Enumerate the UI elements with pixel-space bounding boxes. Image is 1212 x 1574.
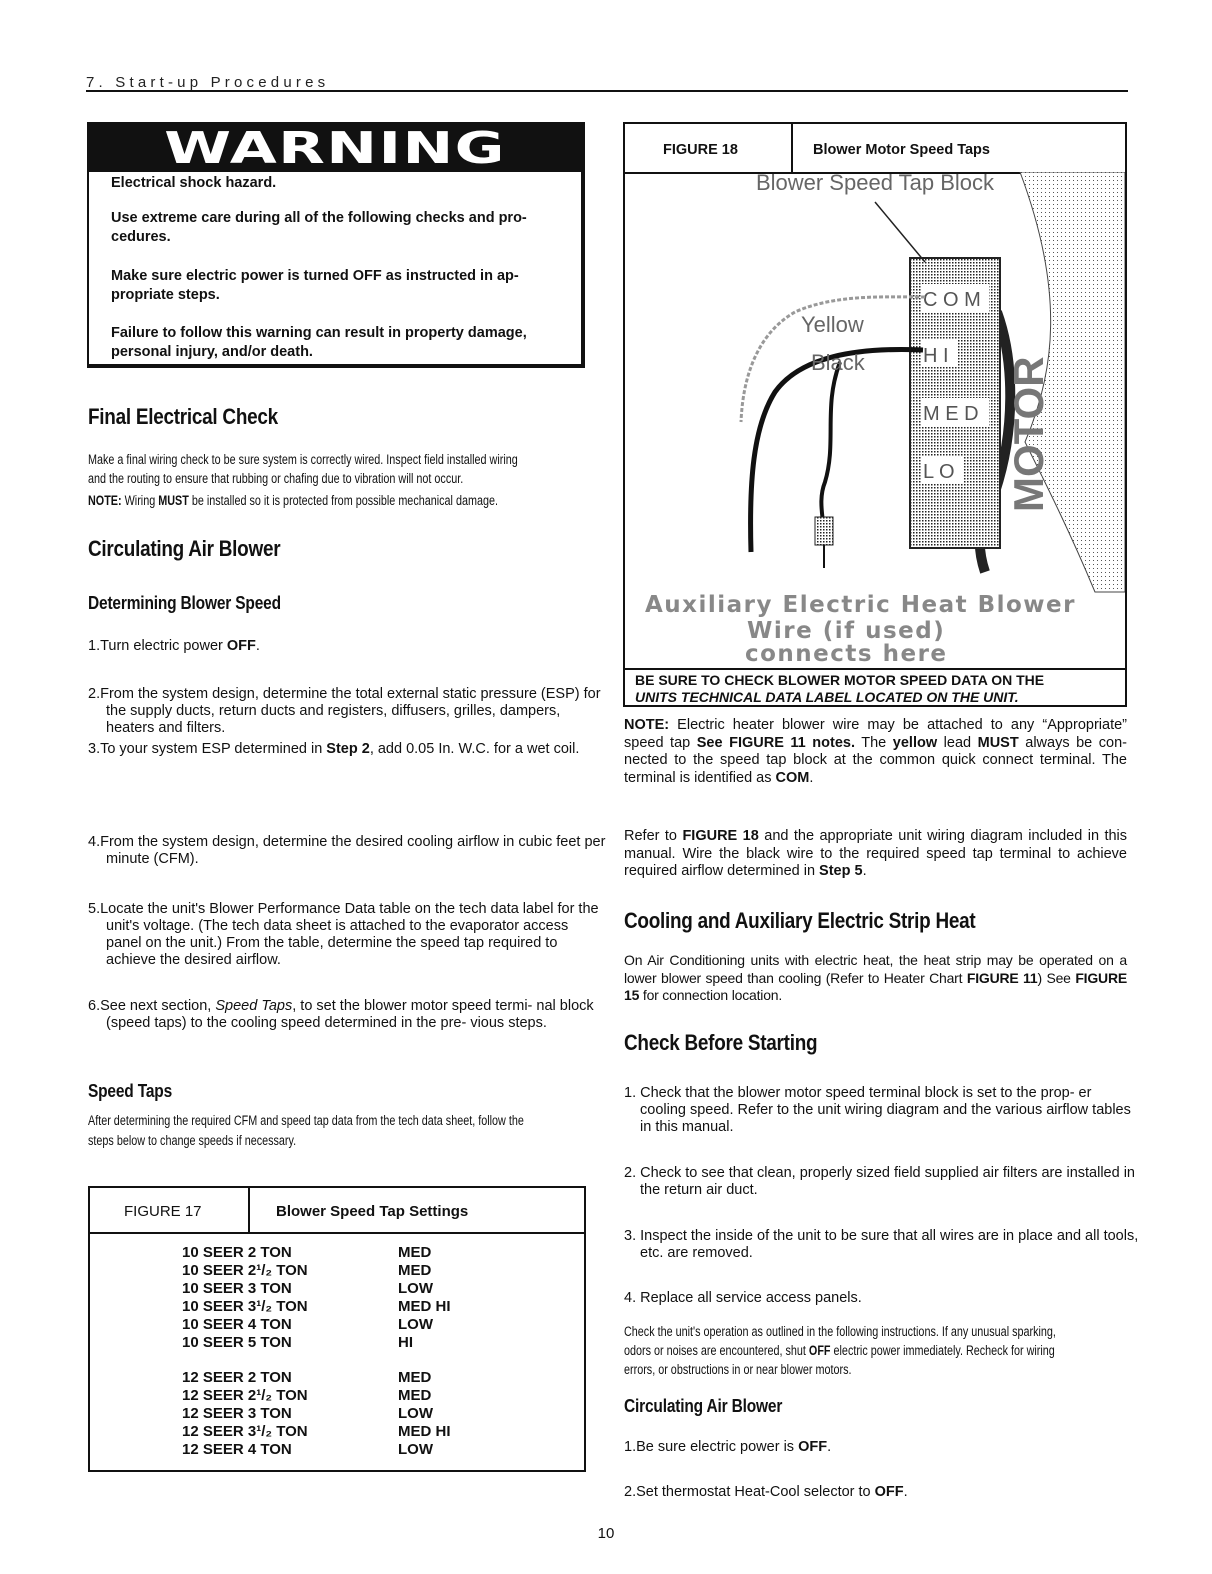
step-text: Locate the unit's Blower Performance Data table on the tech data label for the unit's voltage. (The tech data sheet is attached to the evaporator access panel on the unit.) From the table, determine the speed tap required to achieve the desired airflow.	[100, 901, 599, 968]
header-rule	[86, 90, 1128, 92]
step-text-end: , to set the blower motor speed termi- nal block (speed taps) to the cooling speed determined in the pre- vious steps.	[106, 998, 594, 1031]
step-bold: OFF	[226, 638, 256, 654]
step-text: From the system design, determine the total external static pressure (ESP) for the supply ducts, return ducts and registers, diffusers, grilles, dampers, heaters and filters.	[100, 686, 601, 736]
final-check-heading: Final Electrical Check	[88, 404, 278, 429]
refer-paragraph	[624, 828, 1127, 881]
step-text: Set thermostat Heat-Cool selector to	[636, 1484, 875, 1500]
speed-cell: LOW	[398, 1316, 433, 1333]
speed-cell: MED	[398, 1387, 432, 1404]
step-bold: OFF	[798, 1439, 828, 1455]
refer-text-b: and the appropriate unit wiring diagram included in this manual. Wire the black wire to the required speed tap terminal to achieve required airflow determined in	[624, 828, 1128, 879]
speed-cell: MED HI	[398, 1423, 451, 1440]
note-com: COM	[775, 769, 810, 786]
circulating-blower-heading-2: Circulating Air Blower	[624, 1396, 783, 1416]
operation-line-1: Check the unit's operation as outlined in the following instructions. If any unusual sparking,	[624, 1324, 1056, 1339]
page-number: 10	[597, 1525, 615, 1542]
step-text: Turn electric power	[100, 638, 227, 654]
title-leader-line	[875, 202, 925, 262]
heater-wire-note	[624, 717, 1127, 787]
model-cell: 10 SEER 5 TON	[182, 1334, 292, 1351]
model-cell: 12 SEER 4 TON	[182, 1441, 292, 1458]
aux-label-3: connects here	[745, 641, 948, 666]
final-check-line-2: and the routing to ensure that rubbing or chafing due to vibration will not occur.	[88, 471, 464, 486]
blower-step-1	[88, 638, 588, 655]
aux-label-2: Wire (if used)	[747, 618, 946, 644]
black-wire-label: Black	[811, 350, 865, 375]
table-row	[182, 1441, 433, 1459]
determining-speed-heading: Determining Blower Speed	[88, 593, 281, 613]
circ-step-2	[624, 1484, 1124, 1501]
circ-step-1	[624, 1439, 1124, 1456]
aux-label-1: Auxiliary Electric Heat Blower	[645, 592, 1076, 618]
step-italic: Speed Taps	[215, 998, 293, 1014]
final-check-note	[88, 491, 498, 510]
step-text-end: .	[255, 638, 260, 654]
item-text: Replace all service access panels.	[640, 1290, 862, 1306]
note-text-d: always be con- nected to the speed tap block at the common quick connect terminal. The terminal is identified as	[624, 734, 1127, 786]
step-bold: Step 2	[326, 741, 370, 757]
operation-line-3: errors, or obstructions in or near blower motors.	[624, 1362, 852, 1377]
speed-taps-line-2: steps below to change speeds if necessary.	[88, 1133, 297, 1148]
model-cell: 12 SEER 3¹/₂ TON	[182, 1423, 308, 1440]
figure-18	[623, 122, 1127, 707]
blower-step-3	[88, 741, 606, 758]
step-number: 1.	[624, 1439, 637, 1455]
refer-step: Step 5	[819, 863, 863, 879]
step-number: 6.	[88, 998, 101, 1014]
note-must: MUST	[977, 734, 1019, 751]
note-text-b: be installed so it is protected from possible mechanical damage.	[188, 493, 498, 508]
item-number: 2.	[624, 1165, 637, 1181]
table-row	[182, 1423, 451, 1441]
terminal-com-label: C O M	[923, 289, 981, 311]
warning-title: WARNING	[164, 123, 506, 174]
motor-label: MOTOR	[1005, 356, 1052, 512]
warning-line-4: Failure to follow this warning can result in property damage, personal injury, and/or death.	[111, 325, 527, 360]
figure-18-label: FIGURE 18	[663, 142, 738, 158]
step-text-end: .	[827, 1439, 832, 1455]
check-item-3	[624, 1228, 1140, 1262]
warning-line-1: Electrical shock hazard.	[111, 175, 277, 191]
step-number: 4.	[88, 834, 101, 850]
model-cell: 10 SEER 4 TON	[182, 1316, 292, 1333]
blower-step-2	[88, 686, 606, 737]
model-cell: 10 SEER 3¹/₂ TON	[182, 1298, 308, 1315]
speed-taps-heading: Speed Taps	[88, 1081, 173, 1101]
refer-text-c: .	[862, 863, 867, 879]
item-text: Check that the blower motor speed terminal block is set to the prop- er cooling speed. Refer to the unit wiring diagram and the various airflow tables in this manual.	[640, 1085, 1131, 1135]
item-number: 1.	[624, 1085, 637, 1101]
check-item-2	[624, 1165, 1140, 1199]
speed-taps-line-1: After determining the required CFM and speed tap data from the tech data sheet, follow the	[88, 1113, 524, 1128]
speed-cell: LOW	[398, 1441, 433, 1458]
cooling-text-c: for connection location.	[639, 987, 783, 1003]
note-yellow: yellow	[892, 734, 938, 751]
figure-17-header-divider	[248, 1188, 250, 1232]
speed-cell: MED	[398, 1244, 432, 1261]
speed-tap-diagram	[625, 172, 1125, 666]
warning-line-2: Use extreme care during all of the following checks and pro- cedures.	[111, 210, 527, 245]
operation-text-a: odors or noises are encountered, shut	[624, 1343, 809, 1358]
cooling-text-b: ) See	[1037, 969, 1076, 986]
cooling-text-a: On Air Conditioning units with electric heat, the heat strip may be operated on a lower blower speed than cooling (Refer to Heater Chart	[624, 952, 1127, 986]
model-cell: 12 SEER 3 TON	[182, 1405, 292, 1422]
figure-17-table	[88, 1186, 586, 1472]
speed-cell: LOW	[398, 1405, 433, 1422]
diagram-title: Blower Speed Tap Block	[755, 172, 995, 195]
refer-text-a: Refer to	[624, 828, 683, 844]
cooling-heading: Cooling and Auxiliary Electric Strip Heat	[624, 908, 976, 933]
note-text-e: .	[809, 769, 814, 786]
note-text-b: The	[854, 734, 893, 751]
model-cell: 10 SEER 3 TON	[182, 1280, 292, 1297]
check-item-4	[624, 1290, 1124, 1307]
note-label: NOTE:	[624, 717, 670, 733]
terminal-hi-label: H I	[923, 345, 949, 367]
item-number: 4.	[624, 1290, 637, 1306]
table-row	[182, 1244, 431, 1262]
notice-line-1: BE SURE TO CHECK BLOWER MOTOR SPEED DATA ON THE	[635, 672, 1045, 688]
quick-connector	[815, 517, 833, 545]
figure-18-notice	[625, 668, 1125, 707]
speed-cell: HI	[398, 1334, 413, 1351]
cooling-paragraph	[624, 952, 1127, 1005]
check-item-1	[624, 1085, 1140, 1136]
check-before-starting-heading: Check Before Starting	[624, 1030, 818, 1055]
model-cell: 12 SEER 2¹/₂ TON	[182, 1387, 308, 1404]
table-row	[182, 1334, 413, 1352]
warning-line-3: Make sure electric power is turned OFF as instructed in ap- propriate steps.	[111, 268, 519, 303]
model-cell: 10 SEER 2¹/₂ TON	[182, 1262, 308, 1279]
item-text: Check to see that clean, properly sized field supplied air filters are installed in the return air duct.	[640, 1165, 1135, 1198]
cooling-fig11: FIGURE 11	[966, 969, 1038, 986]
note-label: NOTE:	[88, 493, 122, 508]
step-number: 2.	[88, 686, 101, 702]
model-cell: 12 SEER 2 TON	[182, 1369, 292, 1386]
figure-17-title: Blower Speed Tap Settings	[276, 1203, 469, 1220]
table-row	[182, 1387, 431, 1405]
terminal-med-label: M E D	[923, 403, 979, 425]
refer-figure: FIGURE 18	[682, 828, 759, 844]
yellow-wire-label: Yellow	[801, 312, 864, 337]
section-header: 7. Start-up Procedures	[86, 74, 330, 91]
blower-step-6	[88, 998, 606, 1032]
table-row	[182, 1262, 431, 1280]
step-text: To your system ESP determined in	[100, 741, 327, 757]
table-row	[182, 1316, 433, 1334]
table-row	[182, 1405, 433, 1423]
aux-wire	[821, 362, 840, 532]
figure-17-label: FIGURE 17	[124, 1203, 202, 1220]
terminal-lo-label: L O	[923, 461, 955, 483]
speed-cell: MED	[398, 1262, 432, 1279]
blower-step-5	[88, 901, 606, 969]
step-text-end: , add 0.05 In. W.C. for a wet coil.	[369, 741, 580, 757]
operation-line-2	[624, 1341, 1055, 1360]
cooling-fig15: FIGURE 15	[624, 969, 1128, 1003]
blower-step-4	[88, 834, 606, 868]
step-text: Be sure electric power is	[636, 1439, 799, 1455]
note-see-figure: See FIGURE 11 notes.	[696, 734, 855, 751]
speed-cell: MED HI	[398, 1298, 451, 1315]
model-cell: 10 SEER 2 TON	[182, 1244, 292, 1261]
step-number: 1.	[88, 638, 101, 654]
operation-text-b: electric power immediately. Recheck for wiring	[830, 1343, 1055, 1358]
notice-line-2: UNITS TECHNICAL DATA LABEL LOCATED ON THE UNIT.	[635, 689, 1019, 705]
final-check-line-1: Make a final wiring check to be sure system is correctly wired. Inspect field installed wiring	[88, 452, 518, 467]
table-row	[182, 1298, 451, 1316]
speed-cell: LOW	[398, 1280, 433, 1297]
figure-18-header-divider	[791, 124, 793, 172]
step-number: 5.	[88, 901, 101, 917]
step-bold: OFF	[874, 1484, 904, 1500]
item-text: Inspect the inside of the unit to be sure that all wires are in place and all tools, etc. are removed.	[640, 1228, 1139, 1261]
table-row	[182, 1280, 433, 1298]
circulating-blower-heading: Circulating Air Blower	[88, 536, 281, 561]
speed-cell: MED	[398, 1369, 432, 1386]
operation-off: OFF	[808, 1343, 831, 1358]
note-must: MUST	[158, 493, 189, 508]
step-text: From the system design, determine the desired cooling airflow in cubic feet per minute (CFM).	[100, 834, 606, 867]
step-text: See next section,	[100, 998, 216, 1014]
black-wire	[751, 349, 923, 552]
note-text-a: Wiring	[121, 493, 159, 508]
item-number: 3.	[624, 1228, 637, 1244]
note-text-a: Electric heater blower wire may be attached to any “Appropriate” speed tap	[624, 717, 1127, 751]
table-row	[182, 1369, 431, 1387]
warning-box	[87, 122, 585, 368]
step-number: 3.	[88, 741, 101, 757]
step-text-end: .	[903, 1484, 908, 1500]
note-text-c: lead	[937, 734, 978, 751]
step-number: 2.	[624, 1484, 637, 1500]
figure-18-title: Blower Motor Speed Taps	[813, 142, 990, 158]
